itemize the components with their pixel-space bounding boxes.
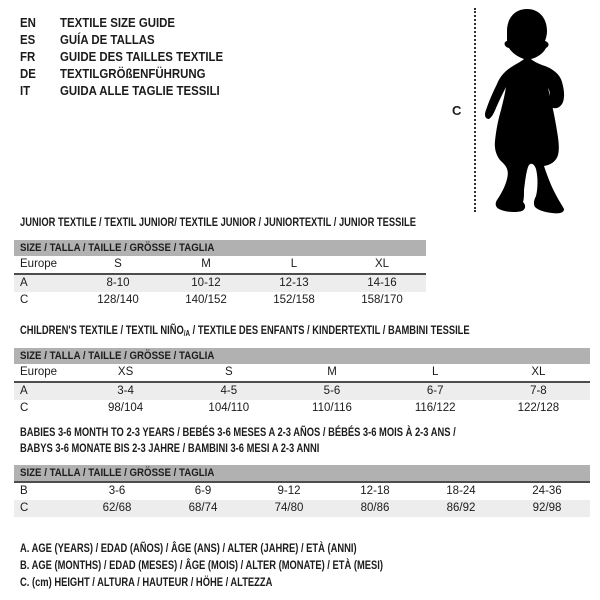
size-header-bar bbox=[14, 348, 590, 364]
table-row-height bbox=[14, 500, 590, 517]
size-header-bar bbox=[14, 240, 426, 256]
language-row-en bbox=[20, 14, 245, 31]
size-cell: M bbox=[327, 366, 337, 378]
footnote-height: C. (cm) HEIGHT / ALTURA / HAUTEUR / HÖHE / ALTEZZA bbox=[20, 575, 273, 589]
height-cell: 110/116 bbox=[312, 402, 352, 414]
height-c-label: C bbox=[452, 103, 462, 118]
guide-title: GUIDA ALLE TAGLIE TESSILI bbox=[60, 83, 220, 98]
language-row-fr bbox=[20, 48, 245, 65]
age-cell: 24-36 bbox=[532, 485, 562, 497]
row-label: Europe bbox=[20, 366, 58, 378]
age-cell: 3-4 bbox=[117, 385, 134, 397]
size-cell: L bbox=[431, 366, 439, 378]
height-cell: 80/86 bbox=[360, 502, 390, 514]
guide-title: GUIDE DES TAILLES TEXTILE bbox=[60, 49, 224, 64]
table-row-europe bbox=[14, 364, 590, 381]
height-cell: 62/68 bbox=[102, 502, 132, 514]
size-cell: XL bbox=[374, 258, 390, 270]
height-cell: 92/98 bbox=[532, 502, 562, 514]
row-label: Europe bbox=[20, 258, 58, 270]
height-cell: 104/110 bbox=[208, 402, 250, 414]
height-cell: 74/80 bbox=[274, 502, 304, 514]
size-cell: XS bbox=[117, 366, 134, 378]
height-cell: 98/104 bbox=[108, 402, 144, 414]
nino-a-subscript: /A bbox=[183, 329, 191, 338]
height-cell: 158/170 bbox=[361, 294, 403, 306]
size-cell: L bbox=[290, 258, 298, 270]
height-cell: 86/92 bbox=[446, 502, 476, 514]
table-row-age bbox=[14, 273, 426, 292]
babies-table-title: BABIES 3-6 MONTH TO 2-3 YEARS / BEBÉS 3-6 MESES A 2-3 AÑOS / BÉBÉS 3-6 MOIS À 2-3 ANS / BABYS 3-6 MONATE BIS 2-3 JAHRE / BAMBINI 3-6 MESI A 2-3 ANNI bbox=[20, 425, 456, 455]
size-cell: S bbox=[224, 366, 233, 378]
age-cell: 5-6 bbox=[323, 385, 341, 397]
babies-size-table bbox=[14, 465, 590, 517]
junior-table-title: JUNIOR TEXTILE / TEXTIL JUNIOR/ TEXTILE JUNIOR / JUNIORTEXTIL / JUNIOR TESSILE bbox=[20, 215, 416, 229]
children-size-table bbox=[14, 348, 590, 417]
language-code: DE bbox=[20, 66, 36, 81]
age-cell: 6-7 bbox=[426, 385, 444, 397]
row-label: C bbox=[20, 294, 29, 306]
language-row-it bbox=[20, 82, 245, 99]
height-cell: 68/74 bbox=[188, 502, 218, 514]
guide-title: TEXTILE SIZE GUIDE bbox=[60, 15, 176, 30]
language-code: IT bbox=[20, 83, 31, 98]
footnote-age-months: B. AGE (MONTHS) / EDAD (MESES) / ÂGE (MOIS) / ALTER (MONATE) / ETÀ (MESI) bbox=[20, 558, 383, 572]
size-header-label: SIZE / TALLA / TAILLE / GRÖSSE / TAGLIA bbox=[20, 242, 215, 254]
junior-size-table bbox=[14, 240, 426, 309]
toddler-silhouette-icon bbox=[482, 5, 592, 215]
language-code: ES bbox=[20, 32, 36, 47]
row-label: A bbox=[20, 277, 28, 289]
height-cell: 140/152 bbox=[185, 294, 227, 306]
size-header-label: SIZE / TALLA / TAILLE / GRÖSSE / TAGLIA bbox=[20, 350, 215, 362]
age-cell: 6-9 bbox=[194, 485, 212, 497]
guide-title: GUÍA DE TALLAS bbox=[60, 32, 155, 47]
age-cell: 9-12 bbox=[277, 485, 301, 497]
table-row-age-months bbox=[14, 481, 590, 500]
table-row-height bbox=[14, 400, 590, 417]
row-label: A bbox=[20, 385, 28, 397]
table-row-europe bbox=[14, 256, 426, 273]
height-cell: 122/128 bbox=[517, 402, 560, 414]
age-cell: 7-8 bbox=[530, 385, 547, 397]
height-dashed-line bbox=[474, 8, 476, 212]
size-header-label: SIZE / TALLA / TAILLE / GRÖSSE / TAGLIA bbox=[20, 467, 215, 479]
row-label: B bbox=[20, 485, 28, 497]
language-row-de bbox=[20, 65, 245, 82]
height-cell: 152/158 bbox=[273, 294, 315, 306]
language-code: EN bbox=[20, 15, 36, 30]
footnote-age-years: A. AGE (YEARS) / EDAD (AÑOS) / ÂGE (ANS) / ALTER (JAHRE) / ETÀ (ANNI) bbox=[20, 541, 357, 555]
language-title-list bbox=[20, 14, 245, 99]
age-cell: 8-10 bbox=[106, 277, 130, 289]
age-cell: 4-5 bbox=[220, 385, 238, 397]
size-cell: S bbox=[114, 258, 122, 270]
language-code: FR bbox=[20, 49, 36, 64]
age-cell: 10-12 bbox=[191, 277, 221, 289]
age-cell: 14-16 bbox=[367, 277, 397, 289]
age-cell: 12-13 bbox=[279, 277, 309, 289]
age-cell: 3-6 bbox=[108, 485, 126, 497]
age-cell: 18-24 bbox=[446, 485, 476, 497]
height-cell: 128/140 bbox=[97, 294, 139, 306]
children-table-title: CHILDREN'S TEXTILE / TEXTIL NIÑO/A / TEXTILE DES ENFANTS / KINDERTEXTIL / BAMBINI TESSILE bbox=[20, 323, 470, 338]
language-row-es bbox=[20, 31, 245, 48]
size-cell: XL bbox=[531, 366, 546, 378]
row-label: C bbox=[20, 402, 29, 414]
size-header-bar bbox=[14, 465, 590, 481]
age-cell: 12-18 bbox=[360, 485, 390, 497]
table-row-age bbox=[14, 381, 590, 400]
size-cell: M bbox=[201, 258, 211, 270]
height-cell: 116/122 bbox=[414, 402, 456, 414]
row-label: C bbox=[20, 502, 29, 514]
table-row-height bbox=[14, 292, 426, 309]
guide-title: TEXTILGRÖßENFÜHRUNG bbox=[60, 66, 206, 81]
legend-footnotes bbox=[20, 540, 485, 591]
